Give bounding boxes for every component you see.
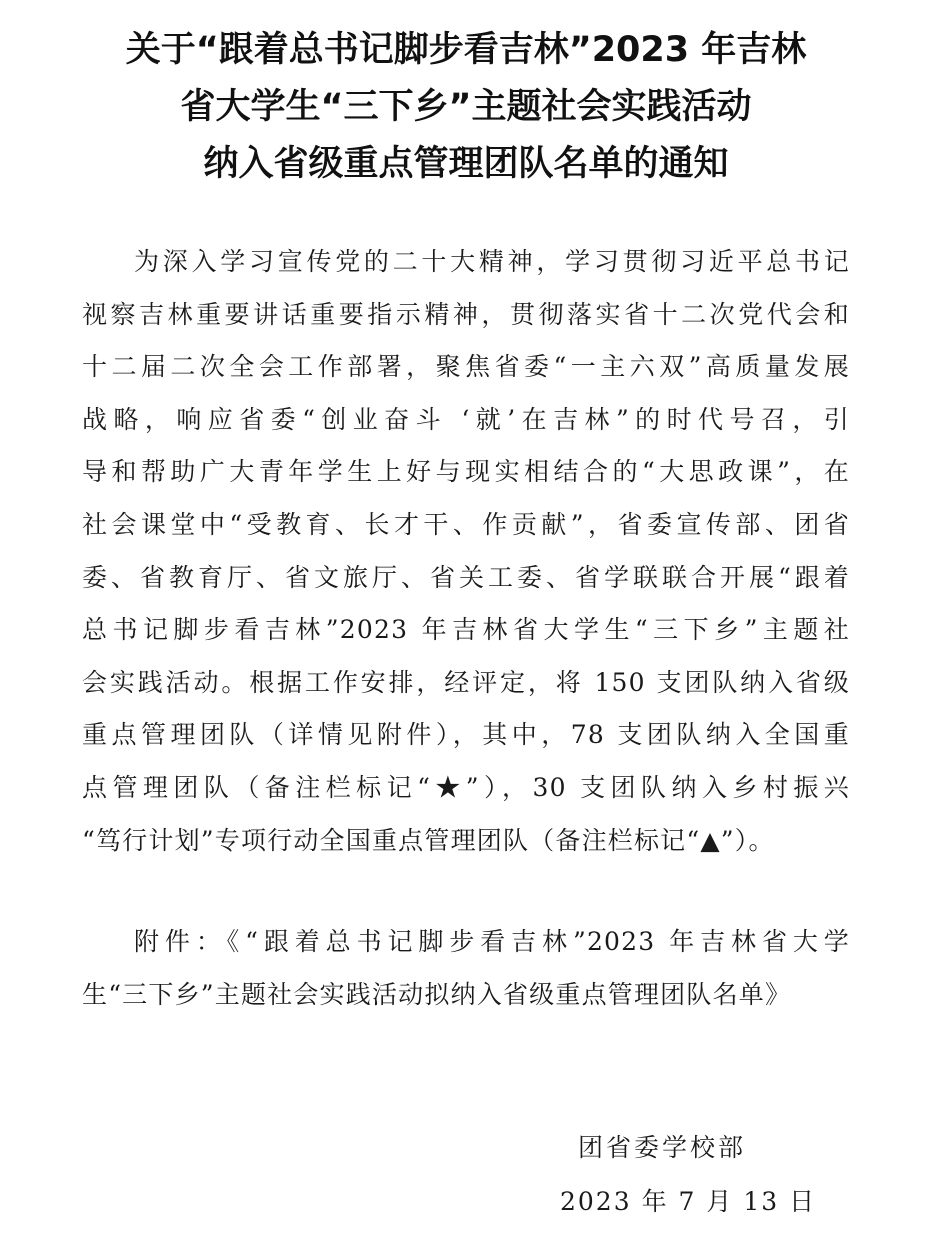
body-line: 视察吉林重要讲话重要指示精神，贯彻落实省十二次党代会和 — [82, 299, 850, 329]
document-title — [0, 22, 932, 193]
signature-organization: 团省委学校部 — [578, 1133, 747, 1162]
body-line: 社会课堂中“受教育、长才干、作贡献”，省委宣传部、团省 — [82, 509, 850, 539]
body-line: 重点管理团队（详情见附件），其中，78 支团队纳入全国重 — [82, 720, 850, 750]
attachment-line: 生“三下乡”主题社会实践活动拟纳入省级重点管理团队名单》 — [82, 979, 792, 1009]
body-paragraph — [82, 236, 850, 867]
body-line: 导和帮助广大青年学生上好与现实相结合的“大思政课”，在 — [82, 457, 850, 487]
attachment-line: 附件：《“跟着总书记脚步看吉林”2023 年吉林省大学 — [134, 927, 850, 956]
signature-date: 2023 年 7 月 13 日 — [560, 1187, 817, 1216]
body-line: 战略，响应省委“创业奋斗 ‘就’在吉林”的时代号召，引 — [82, 404, 850, 434]
body-line: 十二届二次全会工作部署，聚焦省委“一主六双”高质量发展 — [82, 352, 850, 382]
body-line: 总书记脚步看吉林”2023 年吉林省大学生“三下乡”主题社 — [82, 615, 850, 645]
title-line: 纳入省级重点管理团队名单的通知 — [203, 144, 729, 184]
body-line: “笃行计划”专项行动全国重点管理团队（备注栏标记“▲”）。 — [82, 825, 775, 855]
body-line: 委、省教育厅、省文旅厅、省关工委、省学联联合开展“跟着 — [82, 562, 850, 592]
title-line: 省大学生“三下乡”主题社会实践活动 — [180, 87, 752, 127]
body-line: 会实践活动。根据工作安排，经评定，将 150 支团队纳入省级 — [82, 667, 850, 697]
body-line: 为深入学习宣传党的二十大精神，学习贯彻习近平总书记 — [134, 247, 850, 276]
attachment-note — [82, 914, 850, 1019]
body-line: 点管理团队（备注栏标记“★”），30 支团队纳入乡村振兴 — [82, 772, 850, 802]
title-line: 关于“跟着总书记脚步看吉林”2023 年吉林 — [125, 30, 807, 70]
